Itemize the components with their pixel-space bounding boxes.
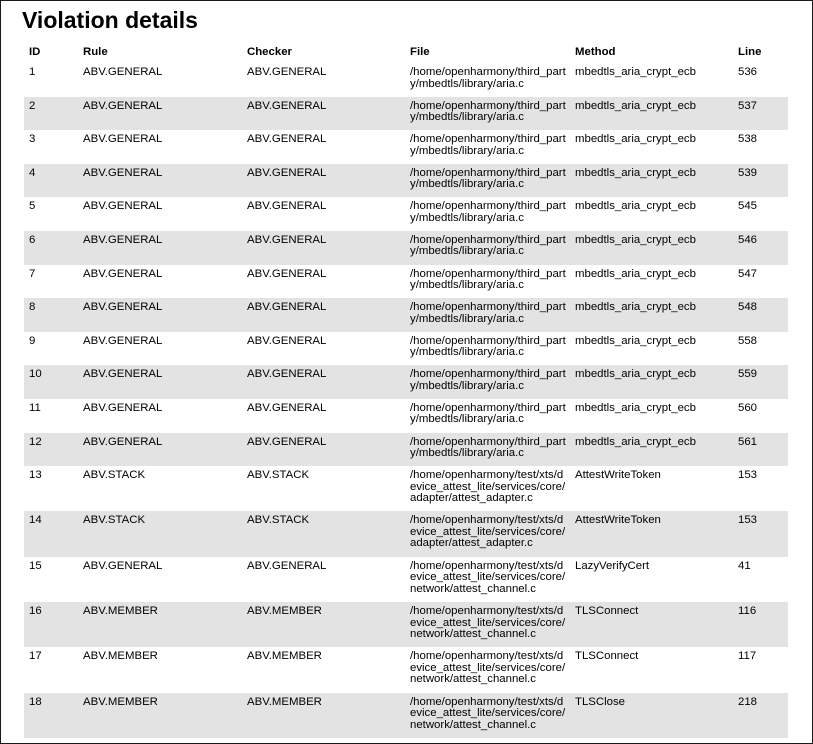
table-header (24, 44, 788, 63)
cell-file: /home/openharmony/third_party/mbedtls/library/aria.c (405, 164, 570, 198)
cell-checker: ABV.GENERAL (242, 164, 405, 198)
cell-checker: ABV.GENERAL (247, 133, 327, 146)
cell-file: /home/openharmony/third_party/mbedtls/library/aria.c (410, 401, 566, 426)
table-row (24, 602, 788, 647)
table-row (24, 265, 788, 299)
cell-method: TLSConnect (575, 650, 639, 663)
cell-method: TLSClose (570, 693, 733, 738)
cell-method: mbedtls_aria_crypt_ecb (570, 97, 733, 131)
cell-rule: ABV.GENERAL (83, 267, 163, 280)
cell-line: 547 (738, 267, 758, 280)
cell-line: 153 (738, 469, 758, 482)
cell-file: /home/openharmony/third_party/mbedtls/library/aria.c (410, 267, 566, 292)
cell-line: 539 (733, 164, 788, 198)
cell-checker: ABV.GENERAL (247, 66, 327, 78)
cell-line: 558 (738, 334, 758, 347)
cell-file: /home/openharmony/test/xts/device_attest_lite/services/core/network/attest_channel.c (410, 559, 566, 595)
cell-method: AttestWriteToken (570, 511, 733, 556)
cell-method: mbedtls_aria_crypt_ecb (575, 334, 696, 347)
table-row (24, 693, 788, 738)
table-row (24, 130, 788, 164)
table-row (24, 647, 788, 692)
cell-method: TLSConnect (570, 602, 733, 647)
cell-id: 4 (24, 164, 78, 198)
table-row (24, 164, 788, 198)
cell-line: 559 (733, 365, 788, 399)
cell-method: AttestWriteToken (575, 469, 661, 482)
cell-file: /home/openharmony/third_party/mbedtls/library/aria.c (405, 433, 570, 467)
cell-checker: ABV.MEMBER (242, 602, 405, 647)
cell-line: 548 (733, 298, 788, 332)
cell-file: /home/openharmony/third_party/mbedtls/library/aria.c (410, 133, 566, 157)
cell-file: /home/openharmony/test/xts/device_attest_lite/services/core/adapter/attest_adapter.c (410, 469, 566, 505)
cell-line: 153 (733, 511, 788, 556)
cell-checker: ABV.MEMBER (242, 693, 405, 738)
cell-rule: ABV.GENERAL (83, 66, 163, 78)
cell-file: /home/openharmony/third_party/mbedtls/library/aria.c (405, 298, 570, 332)
cell-method: mbedtls_aria_crypt_ecb (570, 365, 733, 399)
cell-file: /home/openharmony/third_party/mbedtls/library/aria.c (410, 334, 566, 359)
cell-id: 6 (24, 231, 78, 265)
cell-method: mbedtls_aria_crypt_ecb (575, 200, 696, 213)
cell-rule: ABV.STACK (83, 469, 146, 482)
table-row (24, 365, 788, 399)
cell-file: /home/openharmony/test/xts/device_attest_lite/services/core/adapter/attest_adapter.c (405, 511, 570, 556)
cell-rule: ABV.GENERAL (83, 559, 163, 572)
cell-file: /home/openharmony/test/xts/device_attest_lite/services/core/network/attest_channel.c (405, 602, 570, 647)
cell-method: mbedtls_aria_crypt_ecb (570, 164, 733, 198)
cell-rule: ABV.GENERAL (83, 200, 163, 213)
cell-line: 117 (738, 650, 757, 663)
cell-rule: ABV.GENERAL (78, 231, 242, 265)
cell-method: mbedtls_aria_crypt_ecb (570, 298, 733, 332)
column-header-rule: Rule (83, 46, 108, 58)
cell-checker: ABV.GENERAL (247, 200, 327, 213)
cell-id: 1 (29, 66, 36, 78)
cell-file: /home/openharmony/test/xts/device_attest_lite/services/core/network/attest_channel.c (405, 693, 570, 738)
table-row (24, 433, 788, 467)
cell-checker: ABV.GENERAL (247, 267, 327, 280)
cell-checker: ABV.MEMBER (247, 650, 322, 663)
cell-id: 17 (29, 650, 42, 663)
cell-id: 18 (24, 693, 78, 738)
cell-checker: ABV.GENERAL (247, 334, 327, 347)
cell-id: 3 (29, 133, 36, 146)
table-row (24, 197, 788, 231)
cell-method: mbedtls_aria_crypt_ecb (575, 133, 696, 146)
cell-checker: ABV.GENERAL (242, 298, 405, 332)
cell-id: 7 (29, 267, 36, 280)
cell-method: mbedtls_aria_crypt_ecb (570, 433, 733, 467)
table-row (24, 63, 788, 97)
column-header-file: File (410, 46, 430, 58)
cell-line: 560 (738, 401, 758, 414)
cell-rule: ABV.GENERAL (78, 298, 242, 332)
cell-line: 546 (733, 231, 788, 265)
cell-id: 14 (24, 511, 78, 556)
cell-id: 12 (24, 433, 78, 467)
cell-rule: ABV.GENERAL (78, 365, 242, 399)
cell-line: 536 (738, 66, 758, 78)
header-row (24, 44, 788, 63)
cell-rule: ABV.GENERAL (78, 164, 242, 198)
cell-line: 561 (733, 433, 788, 467)
cell-rule: ABV.GENERAL (78, 433, 242, 467)
cell-file: /home/openharmony/test/xts/device_attest_lite/services/core/network/attest_channel.c (410, 650, 566, 686)
cell-rule: ABV.GENERAL (83, 401, 163, 414)
cell-checker: ABV.GENERAL (247, 559, 327, 572)
cell-id: 16 (24, 602, 78, 647)
cell-file: /home/openharmony/third_party/mbedtls/library/aria.c (410, 66, 566, 90)
table-row (24, 97, 788, 131)
table-row (24, 332, 788, 366)
cell-rule: ABV.MEMBER (78, 693, 242, 738)
cell-file: /home/openharmony/third_party/mbedtls/library/aria.c (410, 200, 566, 224)
cell-file: /home/openharmony/third_party/mbedtls/library/aria.c (405, 97, 570, 131)
cell-checker: ABV.GENERAL (242, 433, 405, 467)
cell-id: 13 (29, 469, 42, 482)
cell-file: /home/openharmony/third_party/mbedtls/library/aria.c (405, 365, 570, 399)
cell-checker: ABV.GENERAL (242, 365, 405, 399)
column-header-line: Line (738, 46, 762, 58)
cell-method: mbedtls_aria_crypt_ecb (575, 66, 696, 78)
cell-line: 218 (733, 693, 788, 738)
violations-table (24, 44, 788, 738)
cell-checker: ABV.GENERAL (242, 231, 405, 265)
cell-line: 545 (738, 200, 758, 213)
column-header-checker: Checker (247, 46, 292, 58)
table-row (24, 557, 788, 602)
table-row (24, 466, 788, 511)
cell-line: 41 (738, 559, 751, 572)
cell-method: LazyVerifyCert (575, 559, 650, 572)
cell-rule: ABV.MEMBER (83, 650, 158, 663)
cell-id: 11 (29, 401, 41, 414)
table-row (24, 511, 788, 556)
cell-method: mbedtls_aria_crypt_ecb (570, 231, 733, 265)
cell-checker: ABV.STACK (247, 469, 310, 482)
cell-line: 538 (738, 133, 758, 146)
cell-id: 8 (24, 298, 78, 332)
cell-line: 537 (733, 97, 788, 131)
cell-id: 2 (24, 97, 78, 131)
cell-checker: ABV.STACK (242, 511, 405, 556)
cell-id: 15 (29, 559, 42, 572)
cell-id: 9 (29, 334, 36, 347)
cell-rule: ABV.MEMBER (78, 602, 242, 647)
column-header-id: ID (29, 46, 41, 58)
cell-method: mbedtls_aria_crypt_ecb (575, 401, 696, 414)
table-row (24, 298, 788, 332)
page-title: Violation details (22, 7, 198, 33)
cell-id: 5 (29, 200, 36, 213)
table-body (24, 63, 788, 738)
cell-rule: ABV.GENERAL (83, 133, 163, 146)
cell-method: mbedtls_aria_crypt_ecb (575, 267, 696, 280)
cell-checker: ABV.GENERAL (247, 401, 327, 414)
cell-id: 10 (24, 365, 78, 399)
cell-line: 116 (733, 602, 788, 647)
cell-checker: ABV.GENERAL (242, 97, 405, 131)
cell-rule: ABV.STACK (78, 511, 242, 556)
table-row (24, 399, 788, 433)
cell-file: /home/openharmony/third_party/mbedtls/library/aria.c (405, 231, 570, 265)
cell-rule: ABV.GENERAL (78, 97, 242, 131)
cell-rule: ABV.GENERAL (83, 334, 163, 347)
table-row (24, 231, 788, 265)
column-header-method: Method (575, 46, 616, 58)
